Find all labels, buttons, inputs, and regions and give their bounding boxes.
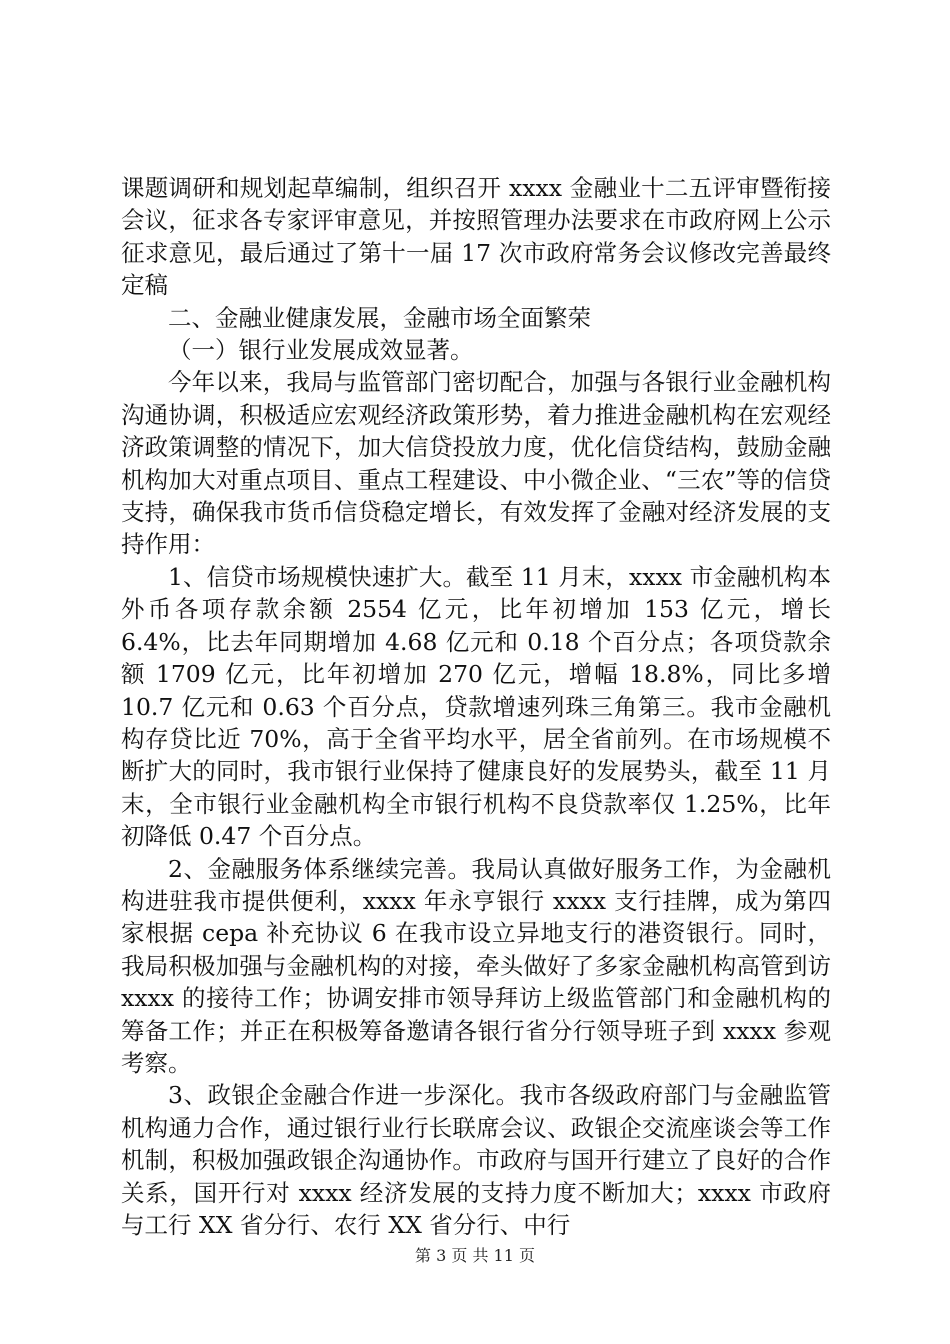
subsection-heading: （一）银行业发展成效显著。 [168,336,474,365]
paragraph-item-1: 1、信贷市场规模快速扩大。截至 11 月末，xxxx 市金融机构本外币各项存款余额 2554 亿元，比年初增加 153 亿元，增长 6.4%，比去年同期增加 4.68 亿元和 0.18 个百分点；各项贷款余额 1709 亿元，比年初增加 270 亿元，增幅 18.8%，同比多增 10.7 亿元和 0.63 个百分点，贷款增速列珠三角第三。我市金融机构存贷比近 70%，高于全省平均水平，居全省前列。在市场规模不断扩大的同时，我市银行业保持了健康良好的发展势头，截至 11 月末，全市银行业金融机构全市银行机构不良贷款率仅 1.25%，比年初降低 0.47 个百分点。 [121,562,831,851]
paragraph-continuation: 课题调研和规划起草编制，组织召开 xxxx 金融业十二五评审暨衔接会议，征求各专家评审意见，并按照管理办法要求在市政府网上公示征求意见，最后通过了第十一届 17 次市政府常务会议修改完善最终定稿 [121,174,831,300]
paragraph-item-3: 3、政银企金融合作进一步深化。我市各级政府部门与金融监管机构通力合作，通过银行业行长联席会议、政银企交流座谈会等工作机制，积极加强政银企沟通协作。市政府与国开行建立了良好的合作关系，国开行对 xxxx 经济发展的支持力度不断加大；xxxx 市政府与工行 XX 省分行、农行 XX 省分行、中行 [121,1081,831,1239]
document-body [121,172,831,1241]
page-number-footer: 第 3 页 共 11 页 [415,1246,535,1265]
paragraph-intro: 今年以来，我局与监管部门密切配合，加强与各银行业金融机构沟通协调，积极适应宏观经济政策形势，着力推进金融机构在宏观经济政策调整的情况下，加大信贷投放力度，优化信贷结构，鼓励金融机构加大对重点项目、重点工程建设、中小微企业、“三农”等的信贷支持，确保我市货币信贷稳定增长，有效发挥了金融对经济发展的支持作用： [121,368,831,559]
paragraph-item-2: 2、金融服务体系继续完善。我局认真做好服务工作，为金融机构进驻我市提供便利，xxxx 年永亨银行 xxxx 支行挂牌，成为第四家根据 cepa 补充协议 6 在我市设立异地支行的港资银行。同时，我局积极加强与金融机构的对接，牵头做好了多家金融机构高管到访 xxxx 的接待工作；协调安排市领导拜访上级监管部门和金融机构的筹备工作；并正在积极筹备邀请各银行省分行领导班子到 xxxx 参观考察。 [121,854,831,1077]
section-heading: 二、金融业健康发展，金融市场全面繁荣 [168,303,591,332]
